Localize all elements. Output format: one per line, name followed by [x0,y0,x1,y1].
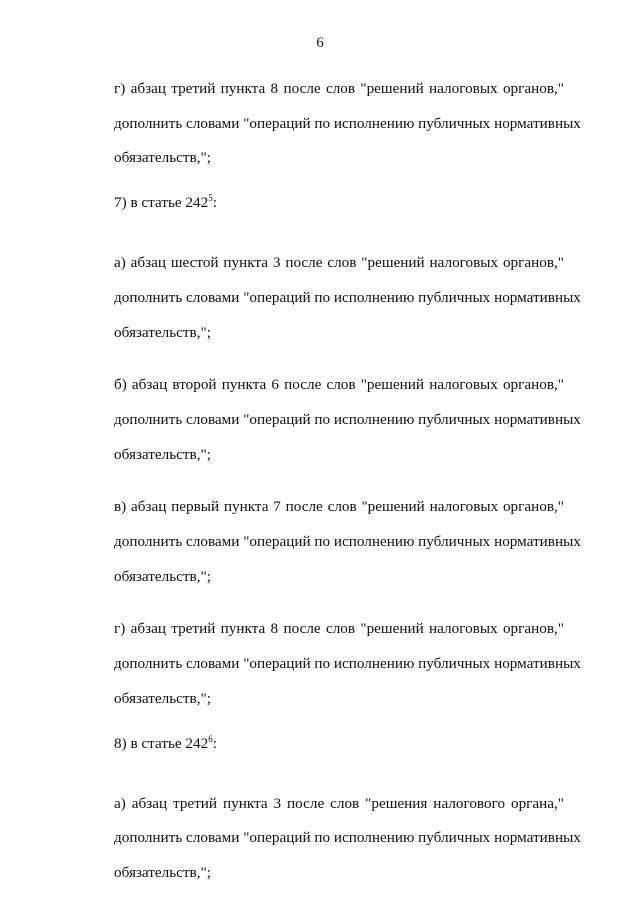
paragraph-line: обязательств,"; [114,863,211,881]
paragraph-line: г) абзац третий пункта 8 после слов "решений налоговых органов," [114,620,564,638]
article-superscript: 5 [208,193,213,204]
paragraph-line: обязательств,"; [114,323,211,341]
paragraph-b-section-6 [76,368,581,472]
paragraph-line: дополнить словами "операций по исполнению публичных нормативных [114,655,581,673]
item-suffix: : [212,734,217,752]
paragraph-line: обязательств,"; [114,567,211,585]
paragraph-line: а) абзац третий пункта 3 после слов "решения налогового органа," [114,794,564,812]
paragraph-line: обязательств,"; [114,689,211,707]
paragraph-line: обязательств,"; [114,149,211,167]
paragraph-line: дополнить словами "операций по исполнению публичных нормативных [114,410,581,428]
paragraph-a-section-3 [76,787,581,891]
paragraph-g-section-8 [76,612,581,716]
paragraph-line: дополнить словами "операций по исполнению публичных нормативных [114,114,581,132]
paragraph-g-section-8 [76,72,581,176]
paragraph-line: дополнить словами "операций по исполнению публичных нормативных [114,829,581,847]
paragraph-line: дополнить словами "операций по исполнению публичных нормативных [114,288,581,306]
item-prefix: 8) в статье 242 [114,734,209,752]
paragraph-v-section-7 [76,490,581,594]
article-superscript: 6 [208,733,213,744]
paragraph-line: обязательств,"; [114,445,211,463]
paragraph-line: дополнить словами "операций по исполнению публичных нормативных [114,533,581,551]
paragraph-a-section-3 [76,246,581,350]
item-prefix: 7) в статье 242 [114,194,209,212]
item-8-heading [76,735,564,753]
paragraph-line: в) абзац первый пункта 7 после слов "решений налоговых органов," [114,498,564,516]
paragraph-line: г) абзац третий пункта 8 после слов "решений налоговых органов," [114,80,564,97]
document-body [76,72,581,909]
paragraph-line: а) абзац шестой пункта 3 после слов "решений налоговых органов," [114,254,564,272]
item-suffix: : [212,194,217,212]
item-7-heading [76,194,564,212]
page-number: 6 [316,35,324,51]
paragraph-line: б) абзац второй пункта 6 после слов "решений налоговых органов," [114,376,564,394]
